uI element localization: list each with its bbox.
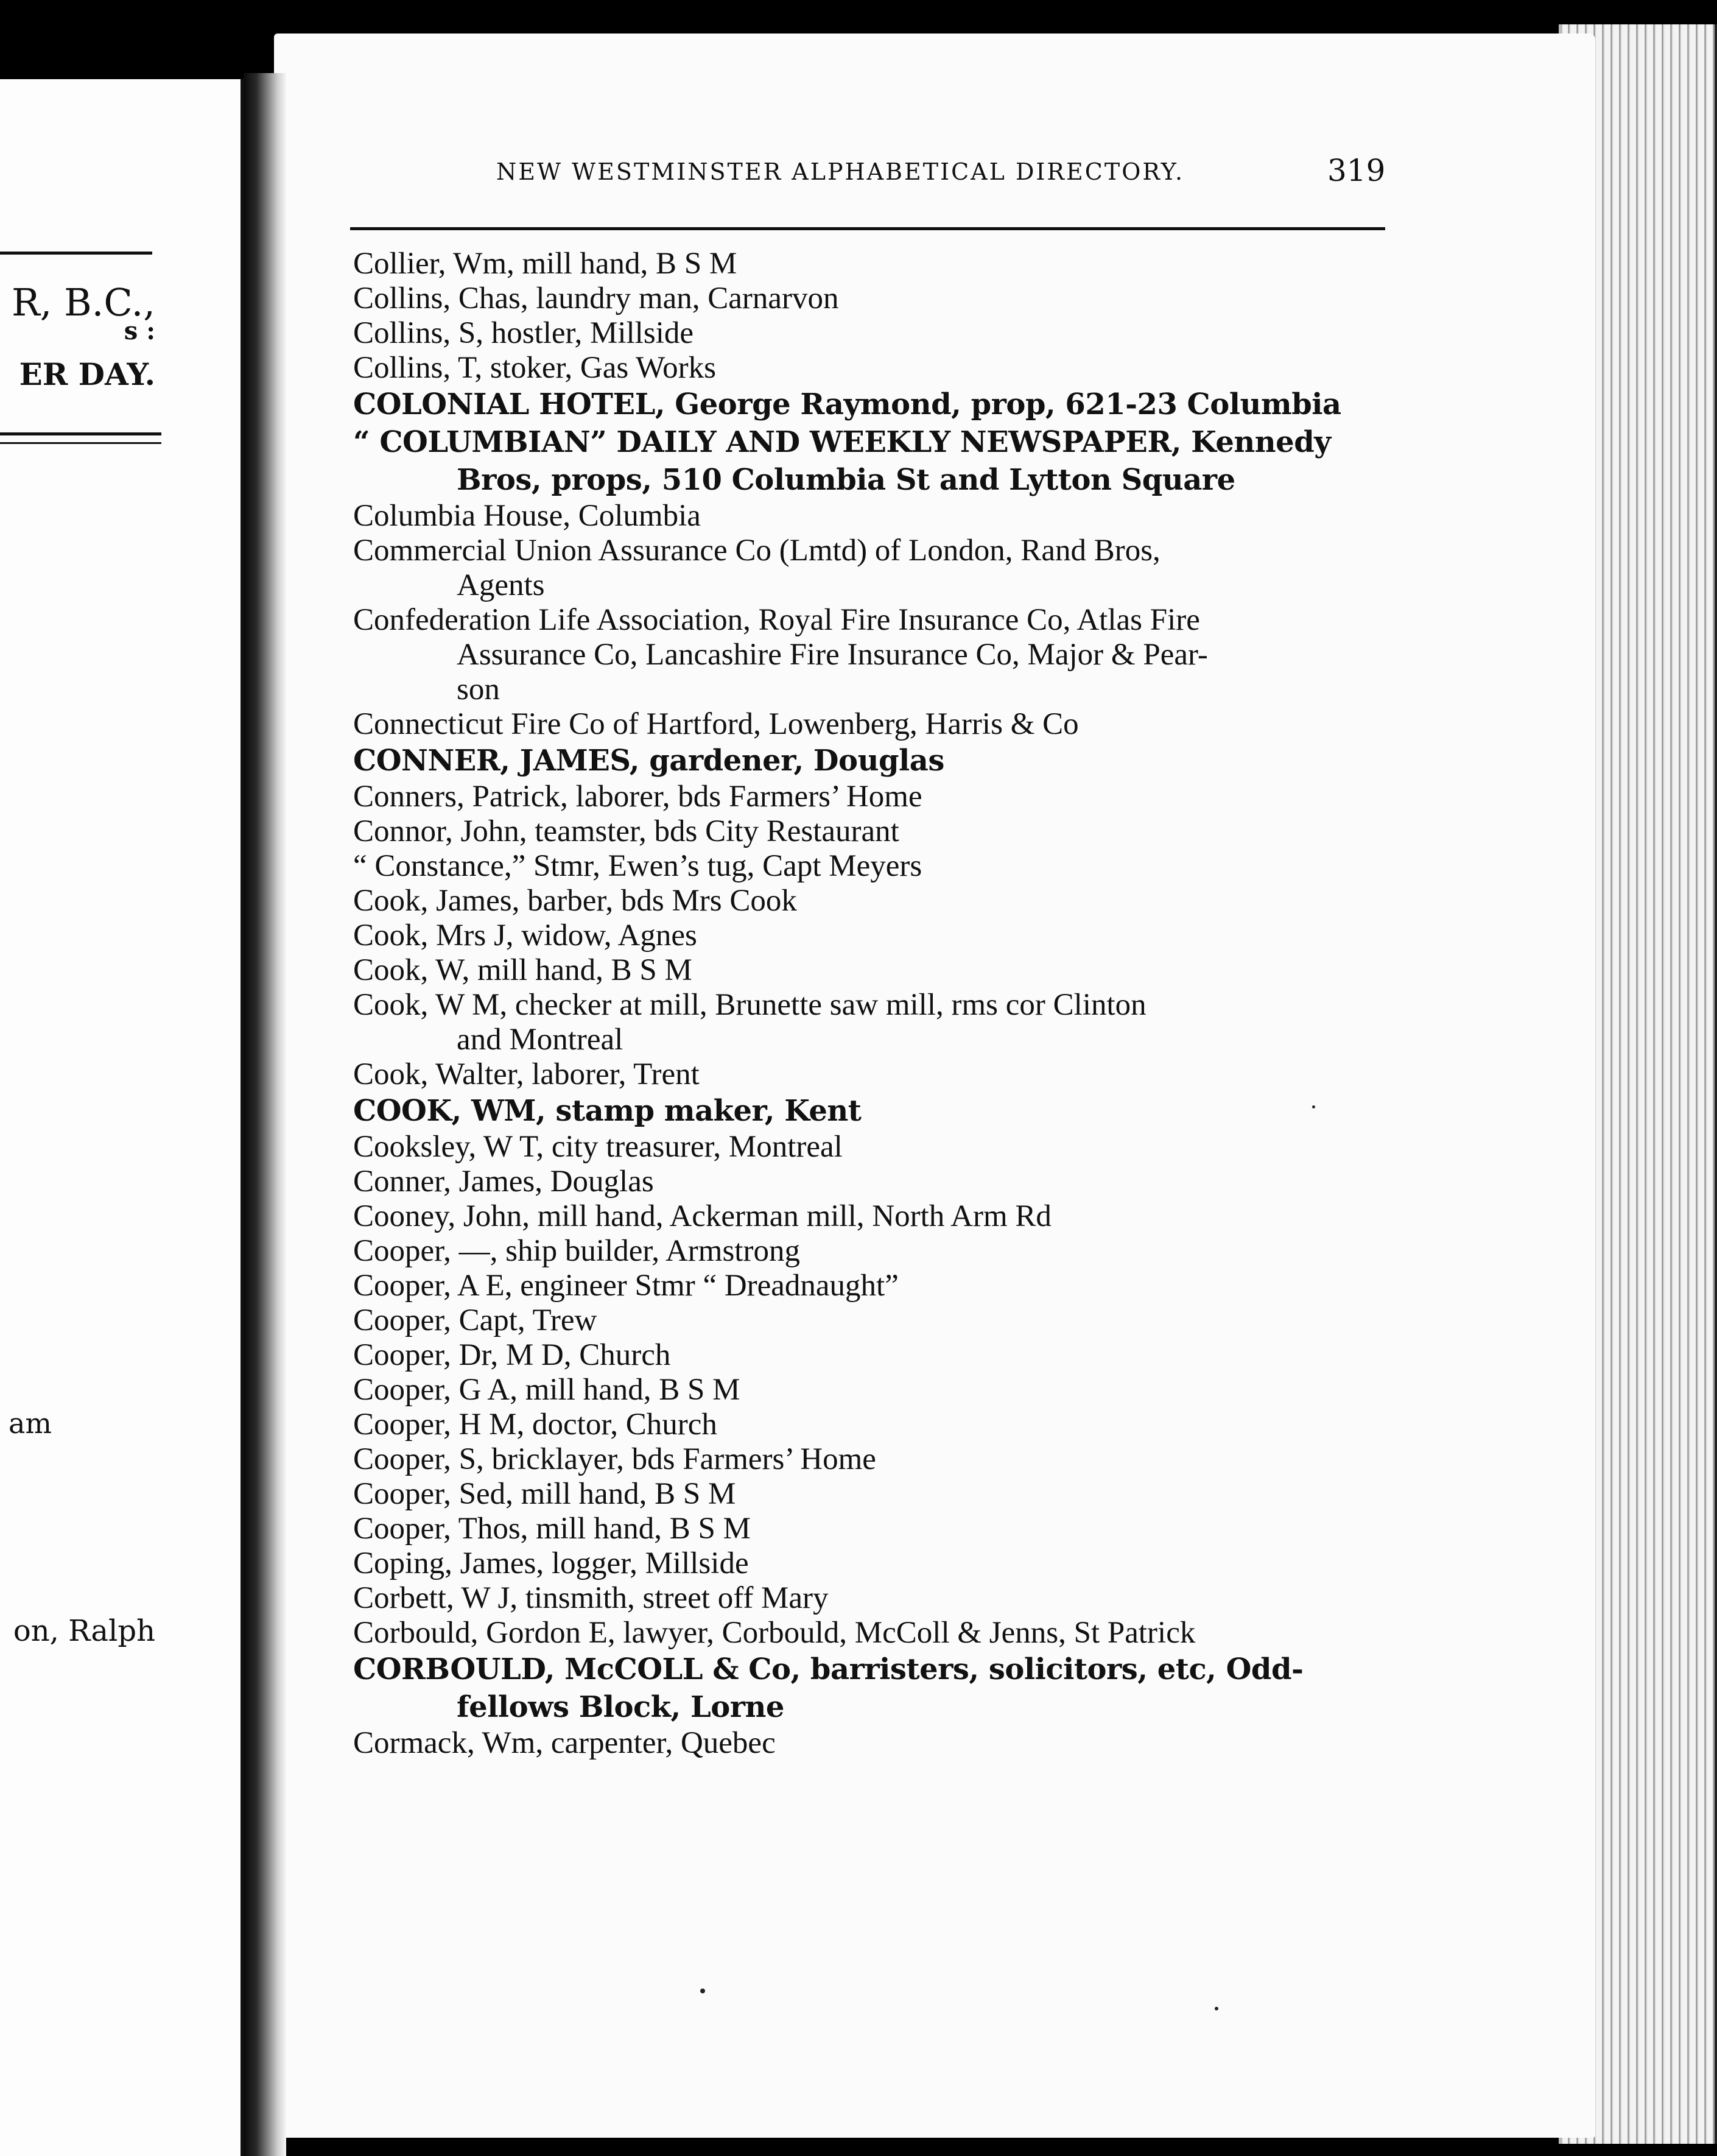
directory-entry-featured (353, 386, 1425, 423)
entry-text: Collier, Wm, mill hand, B S M (353, 247, 737, 281)
entry-continuation: fellows Block, Lorne (457, 1690, 784, 1724)
directory-entry (353, 849, 1425, 884)
directory-entry (353, 780, 1425, 814)
directory-entry (353, 707, 1425, 742)
entry-text: Coping, James, logger, Millside (353, 1546, 749, 1580)
entry-continuation: Assurance Co, Lancashire Fire Insurance Co, Major & Pear- (457, 638, 1208, 672)
entry-text: Cook, Walter, laborer, Trent (353, 1057, 700, 1091)
directory-entry (353, 953, 1425, 988)
entry-text: Cooper, Thos, mill hand, B S M (353, 1512, 751, 1546)
entry-text: Corbould, Gordon E, lawyer, Corbould, McColl & Jenns, St Patrick (353, 1616, 1196, 1650)
directory-entry (353, 316, 1425, 351)
entry-text: Conners, Patrick, laborer, bds Farmers’ Home (353, 780, 922, 814)
entry-text: Cooney, John, mill hand, Ackerman mill, North Arm Rd (353, 1199, 1052, 1233)
running-header: NEW WESTMINSTER ALPHABETICAL DIRECTORY. (496, 158, 1185, 185)
facing-page-text: on, Ralph (13, 1614, 155, 1648)
directory-entry-featured (353, 1092, 1425, 1130)
entry-text: “ COLUMBIAN” DAILY AND WEEKLY NEWSPAPER, Kennedy (353, 425, 1331, 459)
entry-text: Cooper, S, bricklayer, bds Farmers’ Home (353, 1442, 876, 1476)
entry-text: Connecticut Fire Co of Hartford, Lowenberg, Harris & Co (353, 707, 1079, 741)
entry-text: Cook, James, barber, bds Mrs Cook (353, 884, 797, 918)
directory-entry (353, 1130, 1425, 1164)
ink-speck (700, 1989, 705, 1993)
entry-continuation: and Montreal (457, 1023, 623, 1057)
entry-text: Conner, James, Douglas (353, 1164, 654, 1199)
entry-text: “ Constance,” Stmr, Ewen’s tug, Capt Meyers (353, 849, 922, 883)
entry-text: COOK, WM, stamp maker, Kent (353, 1094, 862, 1128)
entry-text: COLONIAL HOTEL, George Raymond, prop, 621-23 Columbia (353, 387, 1341, 421)
directory-entry (353, 1546, 1425, 1581)
directory-entry (353, 672, 1425, 707)
directory-page (274, 33, 1595, 2138)
entry-text: Collins, T, stoker, Gas Works (353, 351, 716, 385)
directory-entry (353, 1303, 1425, 1338)
directory-entry (353, 814, 1425, 849)
facing-page-text: am (8, 1407, 52, 1440)
directory-entry (353, 1726, 1425, 1761)
entry-text: Cooper, A E, engineer Stmr “ Dreadnaught” (353, 1269, 899, 1303)
directory-entries (353, 247, 1425, 1761)
directory-entry (353, 1512, 1425, 1546)
entry-text: CONNER, JAMES, gardener, Douglas (353, 744, 944, 778)
entry-text: Columbia House, Columbia (353, 499, 701, 533)
directory-entry (353, 247, 1425, 281)
facing-page-text: ER DAY. (19, 356, 155, 392)
entry-text: Cooper, H M, doctor, Church (353, 1407, 717, 1442)
directory-entry-featured (353, 742, 1425, 780)
entry-text: Cook, Mrs J, widow, Agnes (353, 918, 697, 953)
directory-entry (353, 1477, 1425, 1512)
directory-entry (353, 499, 1425, 534)
directory-entry-featured (353, 1650, 1425, 1726)
directory-entry (353, 534, 1425, 603)
entry-text: Connor, John, teamster, bds City Restaurant (353, 814, 899, 848)
entry-text: Collins, S, hostler, Millside (353, 316, 694, 350)
directory-entry (353, 1581, 1425, 1616)
page-number: 319 (1327, 153, 1386, 188)
directory-entry (353, 1199, 1425, 1234)
gutter-shadow (244, 73, 286, 2156)
facing-page-rule-mid (0, 432, 161, 435)
facing-page-text: s : (124, 317, 155, 345)
facing-page-rule-top (0, 252, 152, 255)
header-rule (350, 227, 1385, 230)
directory-entry (353, 1164, 1425, 1199)
ink-speck (1312, 1105, 1315, 1108)
facing-page-text: R, B.C., (11, 280, 155, 325)
entry-text: Cooper, G A, mill hand, B S M (353, 1373, 740, 1407)
entry-text: Cooper, Capt, Trew (353, 1303, 597, 1337)
ink-speck (1215, 2007, 1218, 2010)
entry-text: Cook, W, mill hand, B S M (353, 953, 692, 987)
directory-entry (353, 1616, 1425, 1650)
directory-entry-featured (353, 423, 1425, 499)
directory-entry (353, 1442, 1425, 1477)
entry-text: Cormack, Wm, carpenter, Quebec (353, 1726, 776, 1760)
entry-text: Cooper, Sed, mill hand, B S M (353, 1477, 736, 1511)
directory-entry (353, 351, 1425, 386)
facing-page-rule-mid-thin (0, 442, 161, 444)
directory-entry (353, 1373, 1425, 1407)
entry-text: CORBOULD, McCOLL & Co, barristers, solicitors, etc, Odd- (353, 1652, 1304, 1686)
directory-entry (353, 1234, 1425, 1269)
directory-entry (353, 884, 1425, 918)
directory-entry (353, 281, 1425, 316)
entry-text: Cook, W M, checker at mill, Brunette saw mill, rms cor Clinton (353, 988, 1146, 1022)
directory-entry (353, 918, 1425, 953)
entry-continuation: Bros, props, 510 Columbia St and Lytton Square (457, 463, 1235, 497)
directory-entry (353, 1057, 1425, 1092)
entry-text: Corbett, W J, tinsmith, street off Mary (353, 1581, 829, 1615)
entry-text: Collins, Chas, laundry man, Carnarvon (353, 281, 839, 315)
entry-text: Confederation Life Association, Royal Fire Insurance Co, Atlas Fire (353, 603, 1200, 637)
entry-continuation: son (457, 672, 500, 706)
entry-text: Commercial Union Assurance Co (Lmtd) of London, Rand Bros, (353, 534, 1160, 568)
directory-entry (353, 1338, 1425, 1373)
entry-text: Cooper, Dr, M D, Church (353, 1338, 671, 1372)
directory-entry (353, 603, 1425, 672)
entry-continuation: Agents (457, 568, 545, 602)
facing-page-fragment (0, 79, 250, 2156)
directory-entry (353, 1269, 1425, 1303)
directory-entry (353, 1407, 1425, 1442)
entry-text: Cooper, —, ship builder, Armstrong (353, 1234, 800, 1268)
directory-entry (353, 988, 1425, 1057)
entry-text: Cooksley, W T, city treasurer, Montreal (353, 1130, 843, 1164)
